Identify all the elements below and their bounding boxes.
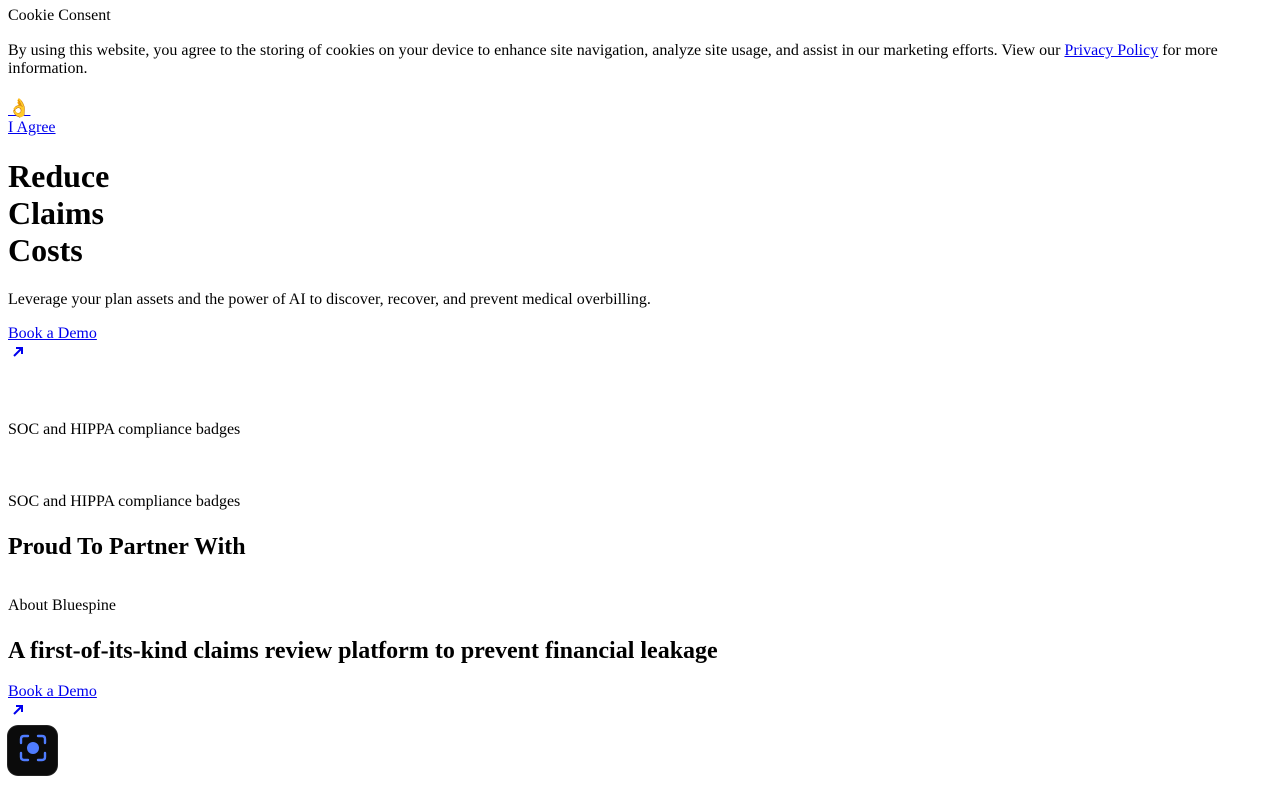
scan-widget-button[interactable] [8,726,57,775]
cookie-consent-text [8,42,1258,78]
hero-title-line-1: Reduce [8,158,110,194]
cookie-consent-title: Cookie Consent [8,7,111,24]
book-demo-button-secondary[interactable]: Book a Demo [8,683,97,700]
compliance-badges-image [8,421,240,439]
compliance-badges-image [8,493,240,511]
cookie-text-before: By using this website, you agree to the storing of cookies on your device to enhance site navigation, analyze site usage, and assist in our marketing efforts. View our [8,42,1065,59]
hero-title-line-3: Costs [8,232,83,268]
compliance-badges-alt: SOC and HIPPA compliance badges [8,493,241,510]
hero-title [8,158,109,269]
about-label: About Bluespine [8,597,116,614]
ok-hand-icon[interactable]: 👌 [8,98,31,118]
agree-button[interactable]: I Agree [8,119,56,136]
cookie-text-after: for more information. [8,42,1218,77]
compliance-badges-alt: SOC and HIPPA compliance badges [8,421,241,438]
book-demo-button[interactable]: Book a Demo [8,325,97,342]
hero-title-line-2: Claims [8,195,104,231]
scan-focus-icon [18,733,48,768]
about-heading: A first-of-its-kind claims review platform to prevent financial leakage [8,638,718,664]
privacy-policy-link[interactable]: Privacy Policy [1064,42,1159,59]
arrow-up-right-icon[interactable] [12,704,24,716]
arrow-up-right-icon[interactable] [12,346,24,358]
hero-subtitle: Leverage your plan assets and the power of AI to discover, recover, and prevent medical overbilling. [8,291,651,308]
partners-title: Proud To Partner With [8,534,246,560]
